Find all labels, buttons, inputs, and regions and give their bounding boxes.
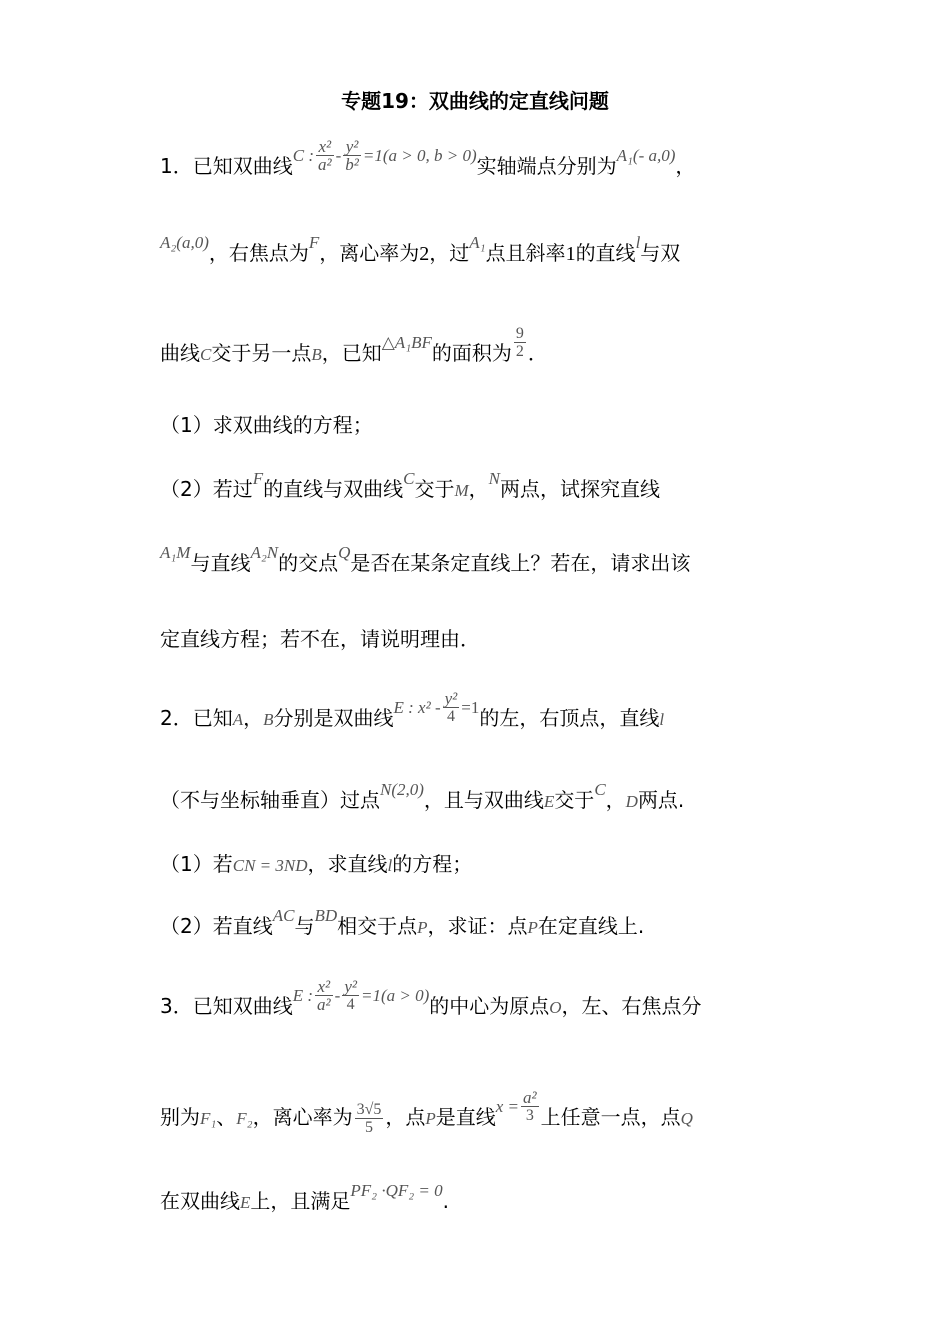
- math-e-label: E :: [292, 986, 314, 1005]
- math-d: D: [625, 792, 638, 811]
- math-a2n: A₂N: [250, 543, 279, 562]
- math-e-eq: E : x² -: [393, 698, 441, 717]
- math-l: l: [635, 233, 641, 252]
- math-f1: F₁: [200, 1109, 217, 1128]
- math-e: E: [240, 1193, 251, 1212]
- problem-3-line-3: 在双曲线E上，且满足$^{PF_2 \cdot QF_2 = 0}$.: [160, 1181, 449, 1213]
- fraction-area: $\frac{9}{2}$: [515, 325, 524, 360]
- problem-1-question-2-line-2: $^{A_1M}$与直线$^{A_2N}$的交点$^Q$是否在某条定直线上？若在，请求出该: [160, 543, 691, 575]
- math-p: P: [425, 1109, 436, 1128]
- problem-3-line-2: 别为F₁、F₂，离心率为 $\frac{3√5}{5}$ ，点P是直线x = $\frac{\text{a²}}{3}$ 上任意一点，点Q: [160, 1088, 693, 1136]
- math-triangle: △A₁BF: [381, 333, 432, 352]
- math-f2: F₂: [236, 1109, 253, 1128]
- problem-1-line-1: 1．已知双曲线C : $\frac{\text{x²}}{\text{a²}}$ - $\frac{\text{y²}}{\text{b²}}$ =1(a > 0, b > 0)实轴端点分别为$^{A_1(- a,0)}$，: [160, 137, 696, 178]
- math-l: l: [659, 710, 665, 729]
- math-eq-tail: =1(a > 0, b > 0): [362, 146, 477, 165]
- fraction-y2-4: $\frac{\text{y²}}{4}$: [344, 977, 357, 1013]
- math-x-eq: x =: [495, 1097, 520, 1116]
- math-f: F: [252, 469, 264, 488]
- math-l: l: [387, 856, 393, 875]
- problem-1-question-1: （1）求双曲线的方程；: [160, 413, 373, 437]
- math-b: B: [311, 345, 322, 364]
- fraction-a2-3: $\frac{\text{a²}}{3}$: [523, 1088, 537, 1124]
- problem-1-line-2: $^{A_2(a,0)}$，右焦点为$^F$，离心率为2，过$^{A_1}$点且斜率1的直线$^l$与双: [160, 233, 681, 265]
- math-dot-product: PF₂ ·QF₂ = 0: [350, 1181, 443, 1200]
- fraction-y2-4: $\frac{\text{y²}}{4}$: [444, 689, 458, 725]
- math-condition: CN = 3ND: [232, 856, 308, 875]
- math-f: F: [308, 233, 320, 252]
- math-p: P: [417, 918, 428, 937]
- math-q: Q: [680, 1109, 693, 1128]
- math-p: P: [527, 918, 538, 937]
- math-a: A: [232, 710, 244, 729]
- problem-2-question-2: （2）若直线$^{AC}$与$^{BD}$相交于点P，求证：点P在定直线上.: [160, 906, 645, 938]
- math-a2-point: A₂(a,0): [160, 233, 209, 252]
- text: 1．已知双曲线: [160, 154, 293, 178]
- math-m: M: [454, 481, 469, 500]
- math-eq-tail: =1(a > 0): [360, 986, 430, 1005]
- math-n: N: [488, 469, 500, 488]
- problem-2-line-2: （不与坐标轴垂直）过点$^{N(2,0)}$，且与双曲线E交于$^C$，D两点.: [160, 780, 685, 812]
- page-title: 专题19：双曲线的定直线问题: [341, 89, 609, 113]
- math-a1: A₁: [469, 233, 486, 252]
- problem-3-line-1: 3．已知双曲线E : $\frac{\text{x²}}{\text{a²}}$ - $\frac{\text{y²}}{4}$ =1(a > 0)的中心为原点O，左、右焦点分: [160, 977, 702, 1018]
- fraction-x2-a2: $\frac{\text{x²}}{\text{a²}}$: [317, 137, 332, 174]
- fraction-x2-a2: $\frac{\text{x²}}{\text{a²}}$: [317, 977, 331, 1014]
- math-ac: AC: [272, 906, 295, 925]
- problem-2-question-1: （1）若CN = 3ND，求直线l的方程；: [160, 852, 473, 876]
- problem-1-line-3: 曲线C交于另一点B，已知$^{\triangle A_1BF}$的面积为 $\frac{9}{2}$ ．: [160, 325, 548, 365]
- problem-1-question-2-line-1: （2）若过$^F$的直线与双曲线$^C$交于M，$^N$两点，试探究直线: [160, 469, 660, 501]
- math-c: C: [403, 469, 415, 488]
- math-c: C: [200, 345, 212, 364]
- problem-1-question-2-line-3: 定直线方程；若不在，请说明理由．: [160, 627, 480, 651]
- math-a1m: A₁M: [160, 543, 191, 562]
- math-q: Q: [338, 543, 351, 562]
- math-n-point: N(2,0): [380, 780, 424, 799]
- math-bd: BD: [314, 906, 338, 925]
- math-b: B: [263, 710, 274, 729]
- math-o: O: [549, 998, 562, 1017]
- fraction-eccentricity: $\frac{3√5}{5}$: [356, 1101, 382, 1136]
- math-c-label: C :: [292, 146, 314, 165]
- problem-2-line-1: 2．已知A，B分别是双曲线E : x² - $\frac{\text{y²}}{4}$ =1的左，右顶点，直线l: [160, 689, 665, 730]
- math-a1-point: A₁(- a,0): [616, 146, 676, 165]
- math-e: E: [543, 792, 555, 811]
- math-c: C: [594, 780, 606, 799]
- fraction-y2-b2: $\frac{\text{y²}}{\text{b²}}$: [345, 137, 359, 174]
